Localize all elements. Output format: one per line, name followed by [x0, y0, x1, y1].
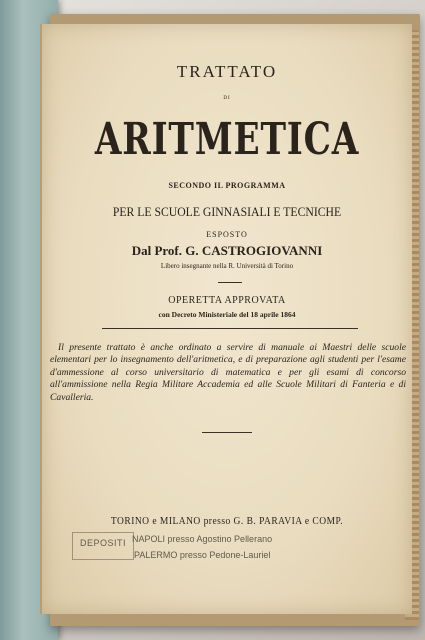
- author-name: Dal Prof. G. CASTROGIOVANNI: [131, 243, 323, 258]
- divider-short: [218, 282, 242, 283]
- title-page: [40, 24, 412, 614]
- stamp-line-palermo: PALERMO presso Pedone-Lauriel: [134, 550, 271, 560]
- title-line-1: TRATTATO: [176, 62, 278, 81]
- depositi-stamp: [72, 532, 372, 574]
- divider-long: [102, 328, 358, 329]
- title-di: DI: [223, 96, 231, 101]
- description-paragraph: Il presente trattato è anche ordinato a servire di manuale ai Maestri delle scuole elementari per lo insegnamento dell'aritmetica, e di preparazione agli studenti per l'esame d'ammessione al corso universitario di matematica e per gli esami di concorso all'ammissione nella Regia Militare Accademia ed alle Scuole Militari di Fanteria e di Cavalleria.: [50, 342, 406, 403]
- stamp-depositi: DEPOSITI: [80, 538, 127, 548]
- approval-label: OPERETTA APPROVATA: [168, 295, 286, 306]
- title-main: ARITMETICA: [94, 114, 360, 165]
- divider-mid: [202, 432, 252, 433]
- decree-line: con Decreto Ministeriale del 18 aprile 1864: [158, 310, 296, 319]
- stamp-line-napoli: NAPOLI presso Agostino Pellerano: [132, 534, 273, 544]
- subtitle-programma: SECONDO IL PROGRAMMA: [168, 181, 286, 190]
- author-affiliation: Libero insegnante nella R. Università di Torino: [160, 262, 294, 270]
- subtitle-scuole: PER LE SCUOLE GINNASIALI E TECNICHE: [112, 204, 342, 219]
- publisher-imprint: TORINO e MILANO presso G. B. PARAVIA e COMP.: [110, 516, 344, 527]
- esposto-label: ESPOSTO: [206, 230, 248, 239]
